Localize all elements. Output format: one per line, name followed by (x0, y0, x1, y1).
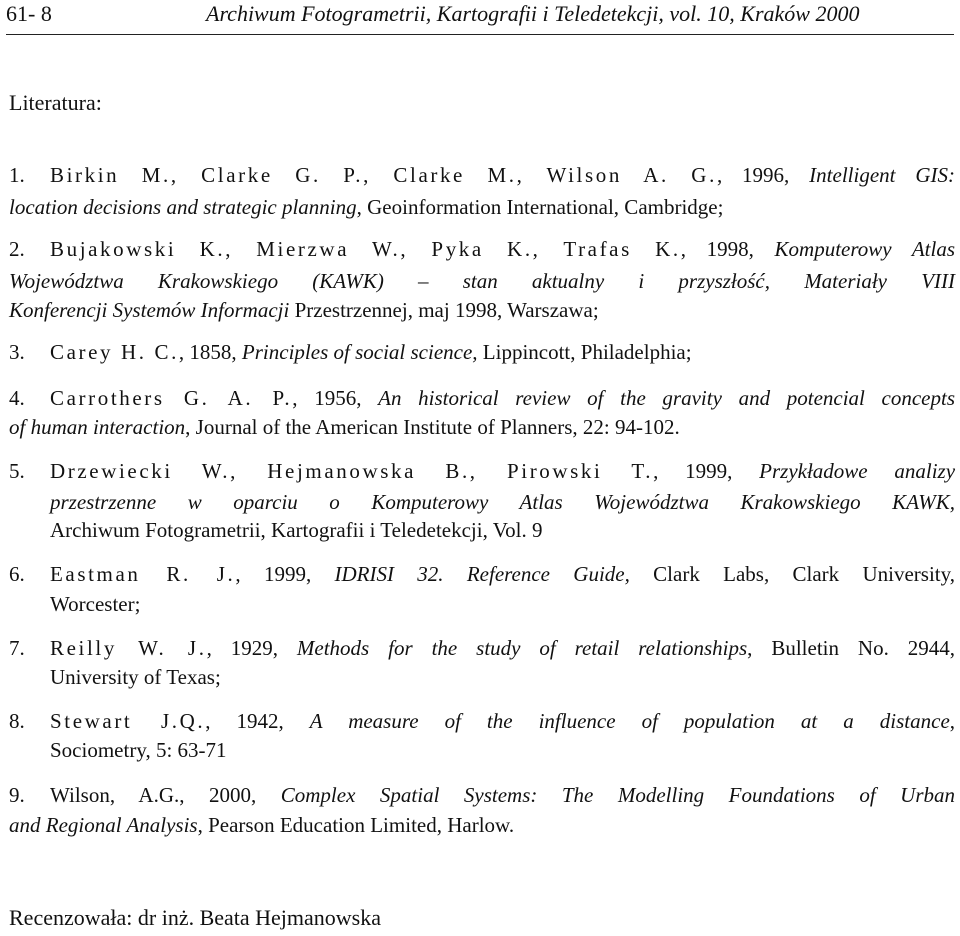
reference-title: Przykładowe analizy (759, 459, 956, 483)
reference-item-continued (9, 411, 955, 443)
reference-item-continued (9, 809, 955, 841)
reference-item (9, 159, 955, 191)
reference-item (9, 558, 955, 590)
reference-line: Archiwum Fotogrametrii, Kartografii i Teledetekcji, Vol. 9 (50, 518, 543, 542)
reference-line: Reilly W. J., 1929, Methods for the study of retail relationships, Bulletin No. 2944, (50, 636, 956, 660)
reference-line: Eastman R. J., 1999, IDRISI 32. Reference Guide, Clark Labs, Clark University, (50, 562, 956, 586)
reference-line: location decisions and strategic planning, Geoinformation International, Cambridge; (9, 195, 724, 219)
reference-line: Birkin M., Clarke G. P., Clarke M., Wilson A. G., 1996, Intelligent GIS: (50, 163, 955, 187)
reference-title: Complex Spatial Systems: The Modelling Foundations of Urban (280, 783, 956, 807)
reference-number: 4. (9, 386, 25, 410)
reference-line: Worcester; (50, 592, 141, 616)
reference-line: Województwa Krakowskiego (KAWK) – stan aktualny i przyszłość, Materiały VIII (9, 269, 955, 293)
reference-authors: Eastman R. J. (50, 562, 236, 586)
reviewer-note: Recenzowała: dr inż. Beata Hejmanowska (9, 905, 382, 930)
reference-title: IDRISI 32. Reference Guide, (334, 562, 630, 586)
journal-title: Archiwum Fotogrametrii, Kartografii i Teledetekcji, vol. 10, Kraków 2000 (206, 1, 860, 26)
reference-number: 7. (9, 636, 25, 660)
reference-authors: Birkin M., Clarke G. P., Clarke M., Wilson A. G. (50, 163, 717, 187)
reference-line: Stewart J.Q., 1942, A measure of the influence of population at a distance, (50, 709, 956, 733)
reference-title: A measure of the influence of population at a distance (309, 709, 950, 733)
reference-item-continued (9, 294, 955, 326)
reference-authors: Carrothers G. A. P. (50, 386, 293, 410)
reference-line: Sociometry, 5: 63-71 (50, 738, 227, 762)
reference-line: przestrzenne w oparciu o Komputerowy Atlas Województwa Krakowskiego KAWK, (50, 490, 955, 514)
page-number: 61- 8 (6, 1, 52, 26)
reference-authors: Drzewiecki W., Hejmanowska B., Pirowski T. (50, 459, 654, 483)
reference-number: 3. (9, 340, 25, 364)
reference-item (9, 336, 955, 368)
reference-item (9, 455, 955, 487)
reference-number: 1. (9, 163, 25, 187)
reference-item-continued (9, 191, 955, 223)
reference-line: Bujakowski K., Mierzwa W., Pyka K., Trafas K., 1998, Komputerowy Atlas (50, 237, 956, 261)
reference-title: Principles of social science, (241, 340, 478, 364)
reference-title: An historical review of the gravity and potencial concepts (378, 386, 956, 410)
reference-authors: Wilson, A.G. (50, 783, 180, 807)
reference-title: Methods for the study of retail relationships (296, 636, 748, 660)
reference-line: Carey H. C., 1858, Principles of social science, Lippincott, Philadelphia; (50, 340, 692, 364)
reference-authors: Bujakowski K., Mierzwa W., Pyka K., Trafas K. (50, 237, 681, 261)
reference-item (9, 779, 955, 811)
reference-line: Drzewiecki W., Hejmanowska B., Pirowski T., 1999, Przykładowe analizy (50, 459, 956, 483)
reference-title: Intelligent GIS: (809, 163, 955, 187)
reference-item-continued (9, 588, 955, 620)
reference-authors: Carey H. C. (50, 340, 179, 364)
section-heading: Literatura: (9, 90, 102, 115)
page-header (6, 0, 954, 35)
reference-line: Carrothers G. A. P., 1956, An historical review of the gravity and potencial concepts (50, 386, 956, 410)
reference-number: 2. (9, 237, 25, 261)
reference-number: 9. (9, 783, 25, 807)
reference-item-continued (9, 514, 955, 546)
reference-title: Komputerowy Atlas (774, 237, 956, 261)
reference-line: and Regional Analysis, Pearson Education Limited, Harlow. (9, 813, 515, 837)
reference-number: 8. (9, 709, 25, 733)
reference-number: 5. (9, 459, 25, 483)
reference-line: Konferencji Systemów Informacji Przestrzennej, maj 1998, Warszawa; (9, 298, 599, 322)
reference-authors: Reilly W. J. (50, 636, 207, 660)
reference-line: Wilson, A.G., 2000, Complex Spatial Systems: The Modelling Foundations of Urban (50, 783, 956, 807)
reference-item-continued (9, 661, 955, 693)
reference-authors: Stewart J.Q. (50, 709, 206, 733)
reference-item (9, 382, 955, 414)
reference-line: of human interaction, Journal of the American Institute of Planners, 22: 94-102. (9, 415, 680, 439)
reference-item (9, 632, 955, 664)
reference-number: 6. (9, 562, 25, 586)
reference-item-continued (9, 734, 955, 766)
reference-item (9, 233, 955, 265)
reference-item (9, 705, 955, 737)
reference-item-continued (9, 265, 955, 297)
reference-line: University of Texas; (50, 665, 221, 689)
